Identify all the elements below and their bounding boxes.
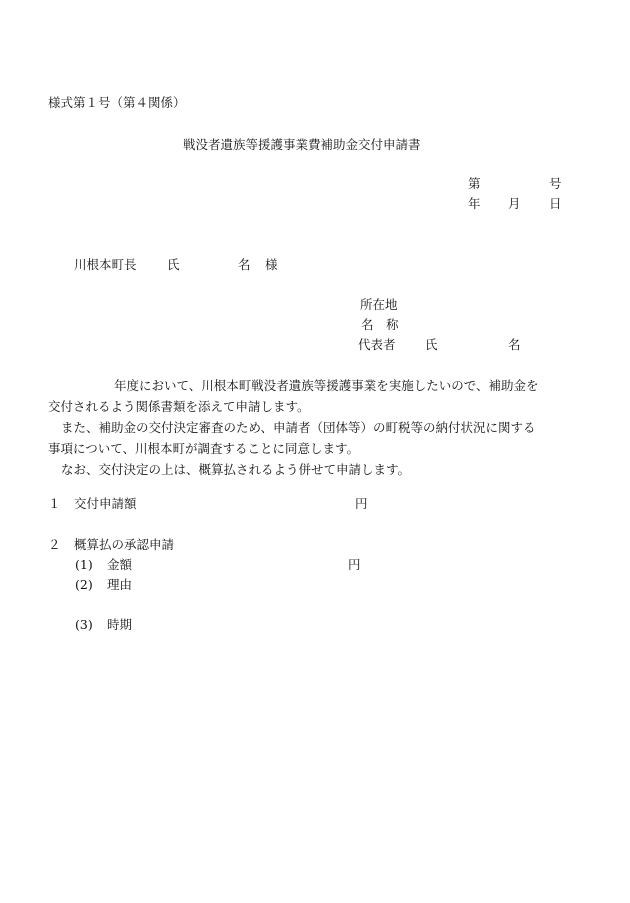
body-line-5: なお、交付決定の上は、概算払されるよう併せて申請します。	[61, 462, 411, 477]
item-2-sub2-label: 理由	[107, 577, 133, 592]
addressee-honorific: 様	[265, 257, 278, 272]
date-month: 月	[508, 196, 521, 211]
item-1-number: １	[48, 496, 61, 511]
date-year: 年	[468, 196, 481, 211]
addressee-shi: 氏	[167, 257, 180, 272]
item-2-sub1-unit: 円	[348, 557, 361, 572]
item-2-label: 概算払の承認申請	[74, 537, 175, 552]
form-label: 様式第１号（第４関係）	[48, 95, 186, 110]
applicant-representative-label: 代表者	[358, 337, 396, 352]
item-2-sub1-label: 金額	[107, 557, 133, 572]
body-line-1: 年度において、川根本町戦没者遺族等援護事業を実施したいので、補助金を	[114, 378, 539, 393]
body-line-3: また、補助金の交付決定審査のため、申請者（団体等）の町税等の納付状況に関する	[61, 420, 536, 435]
date-day: 日	[549, 196, 562, 211]
item-2-sub3-number: (3)	[75, 617, 93, 632]
item-2-sub1-number: (1)	[75, 557, 93, 572]
doc-number-prefix: 第	[468, 176, 481, 191]
item-2-sub2-number: (2)	[75, 577, 93, 592]
applicant-address-label: 所在地	[360, 297, 398, 312]
item-1-label: 交付申請額	[74, 496, 137, 511]
body-line-2: 交付されるよう関係書類を添えて申請します。	[48, 399, 310, 414]
applicant-mei: 名	[508, 337, 521, 352]
document-title: 戦没者遺族等援護事業費補助金交付申請書	[183, 137, 421, 152]
doc-number-suffix: 号	[549, 176, 562, 191]
addressee-office: 川根本町長	[74, 257, 137, 272]
body-line-4: 事項について、川根本町が調査することに同意します。	[48, 441, 360, 456]
item-2-number: ２	[48, 537, 61, 552]
body-text	[48, 375, 578, 480]
applicant-name-label: 名 称	[361, 317, 399, 332]
item-2-sub3-label: 時期	[107, 617, 133, 632]
applicant-shi: 氏	[425, 337, 438, 352]
addressee-mei: 名	[238, 257, 251, 272]
item-1-unit: 円	[355, 496, 368, 511]
